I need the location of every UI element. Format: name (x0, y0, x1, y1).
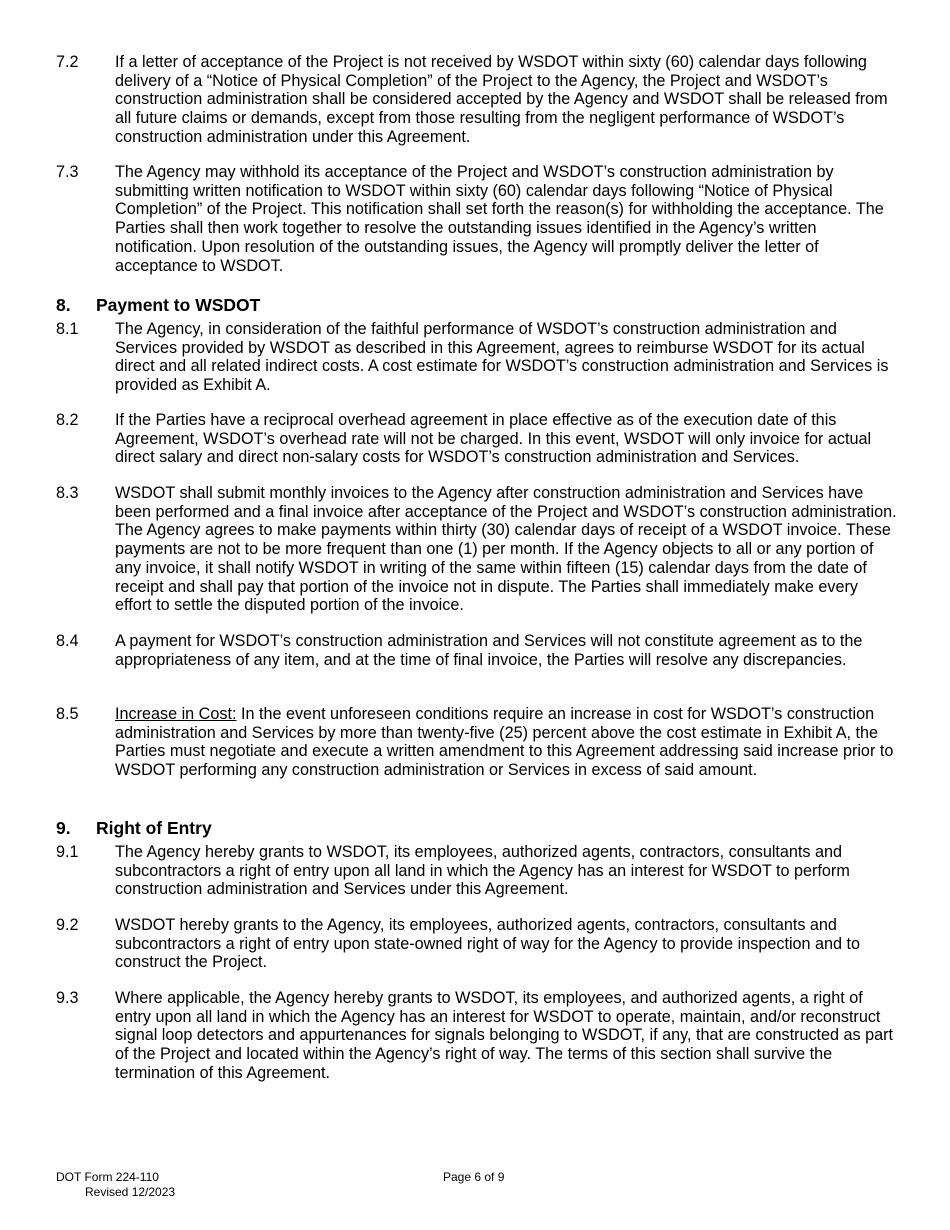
clause-text: If the Parties have a reciprocal overhead agreement in place effective as of the execution date of this Agreement, WSDOT’s overhead rate will not be charged. In this event, WSDOT will only invoice for actual direct salary and direct non-salary costs for WSDOT’s construction administration and Services. (115, 411, 872, 467)
clause-text: WSDOT hereby grants to the Agency, its employees, authorized agents, contractors, consultants and subcontractors a right of entry upon state-owned right of way for the Agency to provide inspection and to construct the Project. (115, 916, 861, 972)
clause-number: 9.3 (56, 989, 79, 1007)
clause-8-2 (56, 411, 898, 467)
section-title: Right of Entry (96, 818, 212, 838)
clause-text: The Agency may withhold its acceptance of the Project and WSDOT’s construction administration by submitting written notification to WSDOT within sixty (60) calendar days following “Notice of Physical Completion” of the Project. This notification shall set forth the reason(s) for withholding the acceptance. The Parties shall then work together to resolve the outstanding issues identified in the Agency’s written notification. Upon resolution of the outstanding issues, the Agency will promptly deliver the letter of acceptance to WSDOT. (115, 163, 884, 275)
clause-text: If a letter of acceptance of the Project is not received by WSDOT within sixty (60) calendar days following delivery of a “Notice of Physical Completion” of the Project to the Agency, the Project and WSDOT’s construction administration shall be considered accepted by the Agency and WSDOT shall be released from all future claims or demands, except from those resulting from the negligent performance of WSDOT’s construction administration under this Agreement. (115, 53, 888, 146)
clause-8-4 (56, 632, 898, 669)
footer-form-number: DOT Form 224-110 (56, 1170, 159, 1184)
clause-text: WSDOT shall submit monthly invoices to the Agency after construction administration and Services have been performed and a final invoice after acceptance of the Project and WSDOT’s construction administration. The Agency agrees to make payments within thirty (30) calendar days of receipt of a WSDOT invoice. These payments are not to be more frequent than one (1) per month. If the Agency objects to all or any portion of any invoice, it shall notify WSDOT in writing of the same within fifteen (15) calendar days from the date of receipt and shall pay that portion of the invoice not in dispute. The Parties shall immediately make every effort to settle the disputed portion of the invoice. (115, 484, 897, 615)
clause-8-3 (56, 484, 898, 615)
clause-number: 9.1 (56, 843, 79, 861)
clause-number: 8.2 (56, 411, 79, 429)
section-title: Payment to WSDOT (96, 295, 261, 315)
clause-9-3 (56, 989, 898, 1083)
clause-label: Increase in Cost: (115, 705, 237, 723)
clause-text: The Agency, in consideration of the faithful performance of WSDOT’s construction administration and Services provided by WSDOT as described in this Agreement, agrees to reimburse WSDOT for its actual direct and all related indirect costs. A cost estimate for WSDOT’s construction administration and Services is provided as Exhibit A. (115, 320, 889, 395)
clause-number: 8.3 (56, 484, 79, 502)
clause-number: 8.4 (56, 632, 79, 650)
clause-number: 7.3 (56, 163, 79, 181)
clause-9-1 (56, 843, 898, 899)
clause-number: 8.1 (56, 320, 79, 338)
footer-revised-date: Revised 12/2023 (85, 1185, 176, 1199)
clause-body: In the event unforeseen conditions require an increase in cost for WSDOT’s construction administration and Services by more than twenty-five (25) percent above the cost estimate in Exhibit A, the Parties must negotiate and execute a written amendment to this Agreement addressing said increase prior to WSDOT performing any construction administration or Services in excess of said amount. (115, 705, 894, 780)
section-heading-8 (56, 295, 260, 315)
clause-text: Where applicable, the Agency hereby grants to WSDOT, its employees, and authorized agents, a right of entry upon all land in which the Agency has an interest for WSDOT to operate, maintain, and/or reconstruct signal loop detectors and appurtenances for signals belonging to WSDOT, if any, that are constructed as part of the Project and located within the Agency’s right of way. The terms of this section shall survive the termination of this Agreement. (115, 989, 894, 1082)
clause-number: 8.5 (56, 705, 79, 723)
clause-8-5 (56, 705, 898, 780)
clause-9-2 (56, 916, 898, 972)
section-heading-9 (56, 818, 212, 838)
section-number: 9. (56, 818, 71, 838)
clause-7-3 (56, 163, 898, 275)
clause-8-1 (56, 320, 898, 395)
footer-page-number: Page 6 of 9 (443, 1170, 505, 1184)
clause-text: A payment for WSDOT’s construction administration and Services will not constitute agreement as to the appropriateness of any item, and at the time of final invoice, the Parties will resolve any discrepancies. (115, 632, 863, 669)
clause-number: 7.2 (56, 53, 79, 71)
clause-number: 9.2 (56, 916, 79, 934)
clause-text: The Agency hereby grants to WSDOT, its employees, authorized agents, contractors, consultants and subcontractors a right of entry upon all land in which the Agency has an interest for WSDOT to perform construction administration and Services under this Agreement. (115, 843, 850, 899)
clause-7-2 (56, 53, 898, 147)
clause-text (115, 705, 898, 780)
section-number: 8. (56, 295, 71, 315)
